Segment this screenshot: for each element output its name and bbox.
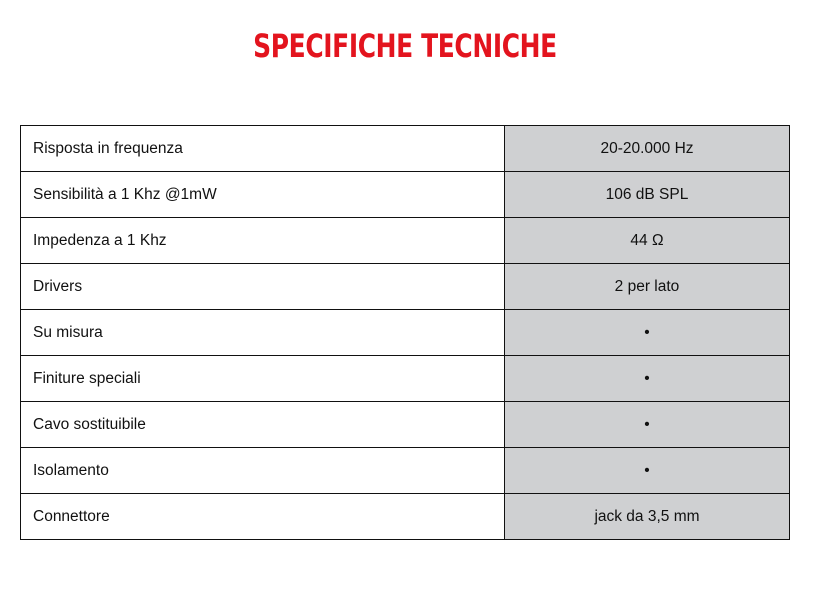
spec-value: 20-20.000 Hz [505, 126, 790, 172]
spec-label: Drivers [21, 264, 505, 310]
spec-value: 106 dB SPL [505, 172, 790, 218]
spec-label: Finiture speciali [21, 356, 505, 402]
table-row [21, 494, 790, 540]
table-row [21, 172, 790, 218]
spec-value: 44 Ω [505, 218, 790, 264]
table-row [21, 402, 790, 448]
spec-label: Impedenza a 1 Khz [21, 218, 505, 264]
table-row [21, 264, 790, 310]
spec-value: • [505, 356, 790, 402]
table-row [21, 356, 790, 402]
table-row [21, 448, 790, 494]
spec-value: jack da 3,5 mm [505, 494, 790, 540]
spec-value: • [505, 310, 790, 356]
spec-label: Connettore [21, 494, 505, 540]
page-title: SPECIFICHE TECNICHE [253, 27, 557, 65]
spec-label: Sensibilità a 1 Khz @1mW [21, 172, 505, 218]
spec-label: Isolamento [21, 448, 505, 494]
spec-label: Cavo sostituibile [21, 402, 505, 448]
table-row [21, 218, 790, 264]
spec-label: Risposta in frequenza [21, 126, 505, 172]
table-row [21, 126, 790, 172]
table-row [21, 310, 790, 356]
specs-table [20, 125, 790, 540]
spec-label: Su misura [21, 310, 505, 356]
spec-value: • [505, 402, 790, 448]
spec-value: 2 per lato [505, 264, 790, 310]
spec-value: • [505, 448, 790, 494]
